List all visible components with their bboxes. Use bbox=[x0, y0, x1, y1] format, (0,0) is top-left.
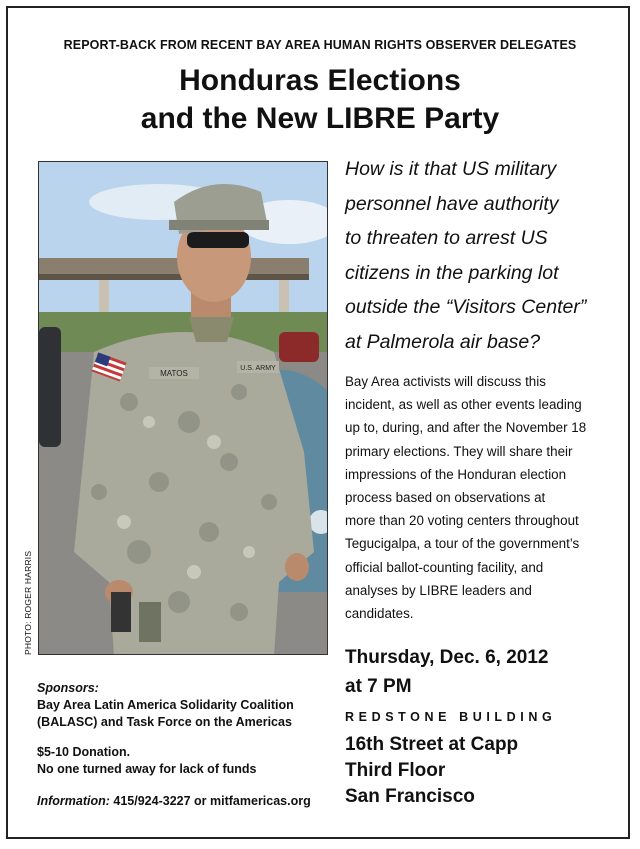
address-line: San Francisco bbox=[345, 786, 475, 807]
contact-text: 415/924-3227 or mitfamericas.org bbox=[113, 794, 311, 808]
question-line: personnel have authority bbox=[345, 192, 559, 215]
name-tape: MATOS bbox=[160, 369, 188, 378]
sponsors-label: Sponsors: bbox=[37, 681, 99, 695]
photo-credit: PHOTO: ROGER HARRIS bbox=[23, 550, 33, 655]
donation-block bbox=[37, 744, 256, 778]
sponsors-line: (BALASC) and Task Force on the Americas bbox=[37, 715, 292, 729]
soldier-photo-illustration bbox=[39, 162, 328, 655]
question-line: at Palmerola air base? bbox=[345, 330, 541, 353]
donation-note: No one turned away for lack of funds bbox=[37, 762, 257, 776]
description-line: Tegucigalpa, a tour of the government’s bbox=[345, 536, 580, 552]
description-block bbox=[345, 370, 630, 625]
address-line: Third Floor bbox=[345, 760, 446, 781]
question-line: citizens in the parking lot bbox=[345, 261, 559, 284]
event-datetime bbox=[345, 643, 548, 701]
event-date: Thursday, Dec. 6, 2012 bbox=[345, 647, 549, 668]
sponsors-line: Bay Area Latin America Solidarity Coalition bbox=[37, 698, 294, 712]
question-line: How is it that US military bbox=[345, 158, 557, 180]
soldier-photo bbox=[38, 161, 328, 655]
sponsors-block bbox=[37, 680, 327, 731]
description-line: candidates. bbox=[345, 606, 414, 622]
branch-tape: U.S. ARMY bbox=[240, 365, 276, 372]
question-block bbox=[345, 152, 630, 360]
description-line: incident, as well as other events leading bbox=[345, 397, 582, 413]
description-line: impressions of the Honduran election bbox=[345, 466, 567, 482]
venue-name: REDSTONE BUILDING bbox=[345, 710, 557, 724]
description-line: official ballot-counting facility, and bbox=[345, 559, 544, 575]
question-line: to threaten to arrest US bbox=[345, 227, 548, 250]
title-line-2: and the New LIBRE Party bbox=[140, 102, 500, 135]
flyer-title bbox=[0, 62, 640, 138]
contact-info bbox=[37, 794, 311, 808]
contact-label: Information: bbox=[37, 794, 110, 808]
title-line-1: Honduras Elections bbox=[179, 64, 461, 97]
venue-address bbox=[345, 732, 518, 810]
description-line: Bay Area activists will discuss this bbox=[345, 374, 546, 389]
description-line: analyses by LIBRE leaders and bbox=[345, 582, 532, 598]
question-line: outside the “Visitors Center” bbox=[345, 296, 587, 319]
address-line: 16th Street at Capp bbox=[345, 734, 519, 755]
description-line: primary elections. They will share their bbox=[345, 443, 573, 459]
kicker-heading: REPORT-BACK FROM RECENT BAY AREA HUMAN RIGHTS OBSERVER DELEGATES bbox=[63, 38, 577, 52]
description-line: process based on observations at bbox=[345, 490, 546, 506]
description-line: more than 20 voting centers throughout bbox=[345, 513, 579, 529]
event-time: at 7 PM bbox=[345, 676, 412, 697]
description-line: up to, during, and after the November 18 bbox=[345, 420, 587, 436]
donation-amount: $5-10 Donation. bbox=[37, 745, 131, 759]
